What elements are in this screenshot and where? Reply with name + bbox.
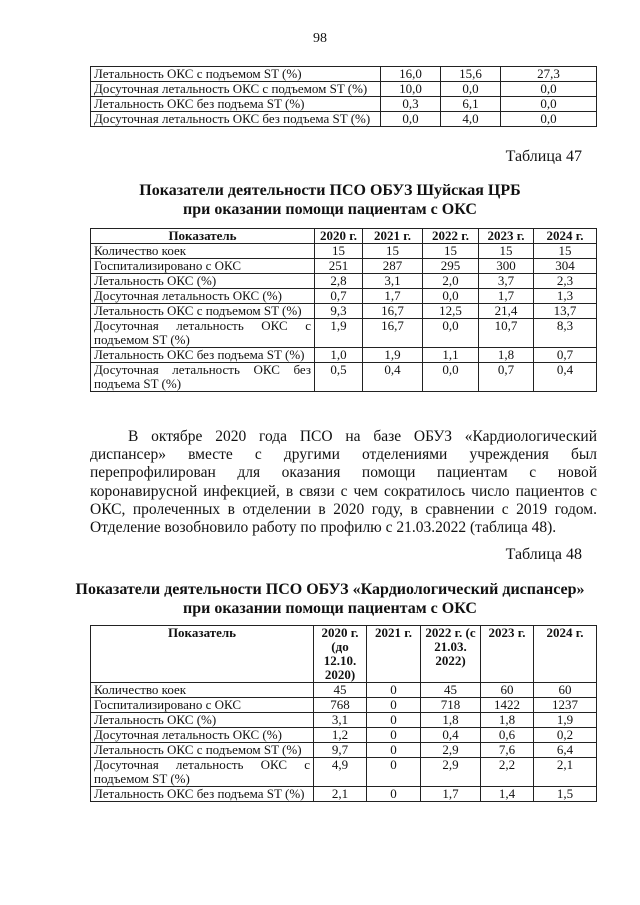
cell-value: 6,4 <box>534 743 597 758</box>
cell-value: 7,6 <box>481 743 534 758</box>
row-label: Количество коек <box>91 244 315 259</box>
table-row <box>91 67 597 82</box>
column-header: 2024 г. <box>534 229 597 244</box>
cell-value: 0,5 <box>315 363 363 392</box>
row-label: Летальность ОКС с подъемом ST (%) <box>91 67 381 82</box>
cell-value: 2,1 <box>314 787 367 802</box>
table-47-label: Таблица 47 <box>505 148 582 165</box>
cell-value: 9,3 <box>315 304 363 319</box>
cell-value: 2,3 <box>534 274 597 289</box>
row-label: Летальность ОКС без подъема ST (%) <box>91 97 381 112</box>
cell-value: 1,8 <box>421 713 481 728</box>
title-line-2: при оказании помощи пациентам с ОКС <box>183 201 477 218</box>
cell-value: 0,0 <box>423 319 479 348</box>
cell-value: 0,7 <box>479 363 534 392</box>
cell-value: 13,7 <box>534 304 597 319</box>
cell-value: 1,9 <box>534 713 597 728</box>
cell-value: 287 <box>363 259 423 274</box>
table-row <box>91 304 597 319</box>
body-paragraph: В октябре 2020 года ПСО на базе ОБУЗ «Кардиологический диспансер» вместе с другими отделениями учреждения был перепрофилирован для оказания помощи пациентам с новой коронавирусной инфекцией, в связи с чем сократилось число пациентов с ОКС, пролеченных в отделении в 2020 году, в сравнении с 2019 годом. Отделение возобновило работу по профилю с 21.03.2022 (таблица 48). <box>90 428 597 537</box>
row-label: Досуточная летальность ОКС с подъемом ST (%) <box>91 758 314 787</box>
cell-value: 0,7 <box>534 348 597 363</box>
cell-value: 300 <box>479 259 534 274</box>
cell-value: 15 <box>423 244 479 259</box>
cell-value: 0,0 <box>441 82 501 97</box>
cell-value: 1,8 <box>479 348 534 363</box>
cell-value: 1,8 <box>481 713 534 728</box>
row-label: Летальность ОКС без подъема ST (%) <box>91 787 314 802</box>
table-row <box>91 743 597 758</box>
cell-value: 2,0 <box>423 274 479 289</box>
column-header: Показатель <box>91 229 315 244</box>
row-label: Летальность ОКС (%) <box>91 713 314 728</box>
cell-value: 15 <box>315 244 363 259</box>
table-row <box>91 758 597 787</box>
cell-value: 0,6 <box>481 728 534 743</box>
cell-value: 10,7 <box>479 319 534 348</box>
cell-value: 0,4 <box>421 728 481 743</box>
cell-value: 9,7 <box>314 743 367 758</box>
table-row <box>91 698 597 713</box>
table-row <box>91 363 597 392</box>
cell-value: 2,8 <box>315 274 363 289</box>
column-header: 2021 г. <box>363 229 423 244</box>
row-label: Досуточная летальность ОКС (%) <box>91 728 314 743</box>
cell-value: 2,9 <box>421 758 481 787</box>
cell-value: 12,5 <box>423 304 479 319</box>
cell-value: 4,0 <box>441 112 501 127</box>
cell-value: 16,7 <box>363 304 423 319</box>
cell-value: 16,7 <box>363 319 423 348</box>
table-row <box>91 728 597 743</box>
table-row <box>91 713 597 728</box>
cell-value: 0,0 <box>423 363 479 392</box>
table-row <box>91 289 597 304</box>
column-header: 2020 г. (до 12.10. 2020) <box>314 626 367 683</box>
cell-value: 1,2 <box>314 728 367 743</box>
header-row <box>91 626 597 683</box>
cell-value: 15 <box>363 244 423 259</box>
cell-value: 1,9 <box>315 319 363 348</box>
cell-value: 1,5 <box>534 787 597 802</box>
cell-value: 60 <box>534 683 597 698</box>
cell-value: 0 <box>367 728 421 743</box>
row-label: Летальность ОКС с подъемом ST (%) <box>91 743 314 758</box>
cell-value: 8,3 <box>534 319 597 348</box>
table-row <box>91 787 597 802</box>
cell-value: 21,4 <box>479 304 534 319</box>
cell-value: 1,7 <box>421 787 481 802</box>
cell-value: 15 <box>479 244 534 259</box>
column-header: 2022 г. (с 21.03. 2022) <box>421 626 481 683</box>
cell-value: 15,6 <box>441 67 501 82</box>
column-header: 2022 г. <box>423 229 479 244</box>
cell-value: 6,1 <box>441 97 501 112</box>
cell-value: 768 <box>314 698 367 713</box>
table-row <box>91 97 597 112</box>
row-label: Госпитализировано с ОКС <box>91 259 315 274</box>
cell-value: 0 <box>367 683 421 698</box>
cell-value: 1237 <box>534 698 597 713</box>
table-row <box>91 112 597 127</box>
column-header: Показатель <box>91 626 314 683</box>
cell-value: 3,1 <box>314 713 367 728</box>
cell-value: 45 <box>421 683 481 698</box>
cell-value: 1,9 <box>363 348 423 363</box>
page-number: 98 <box>313 31 327 46</box>
cell-value: 45 <box>314 683 367 698</box>
cell-value: 2,9 <box>421 743 481 758</box>
row-label: Количество коек <box>91 683 314 698</box>
cell-value: 0,0 <box>381 112 441 127</box>
table-row <box>91 348 597 363</box>
cell-value: 0,0 <box>501 82 597 97</box>
cell-value: 2,1 <box>534 758 597 787</box>
cell-value: 1,0 <box>315 348 363 363</box>
cell-value: 0 <box>367 743 421 758</box>
cell-value: 0,3 <box>381 97 441 112</box>
cell-value: 0,4 <box>534 363 597 392</box>
cell-value: 0 <box>367 698 421 713</box>
header-row <box>91 229 597 244</box>
row-label: Летальность ОКС без подъема ST (%) <box>91 348 315 363</box>
column-header: 2024 г. <box>534 626 597 683</box>
cell-value: 1,3 <box>534 289 597 304</box>
cell-value: 304 <box>534 259 597 274</box>
cell-value: 3,7 <box>479 274 534 289</box>
cell-value: 60 <box>481 683 534 698</box>
column-header: 2021 г. <box>367 626 421 683</box>
cell-value: 3,1 <box>363 274 423 289</box>
table-row <box>91 259 597 274</box>
cell-value: 251 <box>315 259 363 274</box>
cell-value: 1,7 <box>363 289 423 304</box>
row-label: Летальность ОКС (%) <box>91 274 315 289</box>
cell-value: 0,0 <box>423 289 479 304</box>
cell-value: 295 <box>423 259 479 274</box>
cell-value: 0 <box>367 787 421 802</box>
cell-value: 1,1 <box>423 348 479 363</box>
table-47-title <box>60 181 600 219</box>
cell-value: 0,0 <box>501 112 597 127</box>
cell-value: 0,4 <box>363 363 423 392</box>
row-label: Досуточная летальность ОКС без подъема ST (%) <box>91 363 315 392</box>
title-line-2: при оказании помощи пациентам с ОКС <box>183 600 477 617</box>
table-row <box>91 82 597 97</box>
row-label: Досуточная летальность ОКС с подъемом ST (%) <box>91 319 315 348</box>
row-label: Досуточная летальность ОКС с подъемом ST (%) <box>91 82 381 97</box>
cell-value: 10,0 <box>381 82 441 97</box>
cell-value: 2,2 <box>481 758 534 787</box>
cell-value: 0,7 <box>315 289 363 304</box>
table-row <box>91 274 597 289</box>
cell-value: 0 <box>367 713 421 728</box>
table-row <box>91 683 597 698</box>
table-47 <box>90 228 597 392</box>
cell-value: 16,0 <box>381 67 441 82</box>
cell-value: 0 <box>367 758 421 787</box>
cell-value: 15 <box>534 244 597 259</box>
row-label: Досуточная летальность ОКС (%) <box>91 289 315 304</box>
table-48-label: Таблица 48 <box>505 546 582 563</box>
column-header: 2023 г. <box>479 229 534 244</box>
cell-value: 1,7 <box>479 289 534 304</box>
table-row <box>91 244 597 259</box>
row-label: Досуточная летальность ОКС без подъема ST (%) <box>91 112 381 127</box>
table-row <box>91 319 597 348</box>
title-line-1: Показатели деятельности ПСО ОБУЗ Шуйская ЦРБ <box>139 182 521 199</box>
cell-value: 27,3 <box>501 67 597 82</box>
cell-value: 1422 <box>481 698 534 713</box>
cell-value: 4,9 <box>314 758 367 787</box>
table-continued <box>90 66 597 127</box>
cell-value: 1,4 <box>481 787 534 802</box>
cell-value: 718 <box>421 698 481 713</box>
row-label: Летальность ОКС с подъемом ST (%) <box>91 304 315 319</box>
table-48-title <box>60 580 600 618</box>
row-label: Госпитализировано с ОКС <box>91 698 314 713</box>
table-48 <box>90 625 597 802</box>
cell-value: 0,0 <box>501 97 597 112</box>
cell-value: 0,2 <box>534 728 597 743</box>
title-line-1: Показатели деятельности ПСО ОБУЗ «Кардиологический диспансер» <box>75 581 585 598</box>
column-header: 2020 г. <box>315 229 363 244</box>
column-header: 2023 г. <box>481 626 534 683</box>
